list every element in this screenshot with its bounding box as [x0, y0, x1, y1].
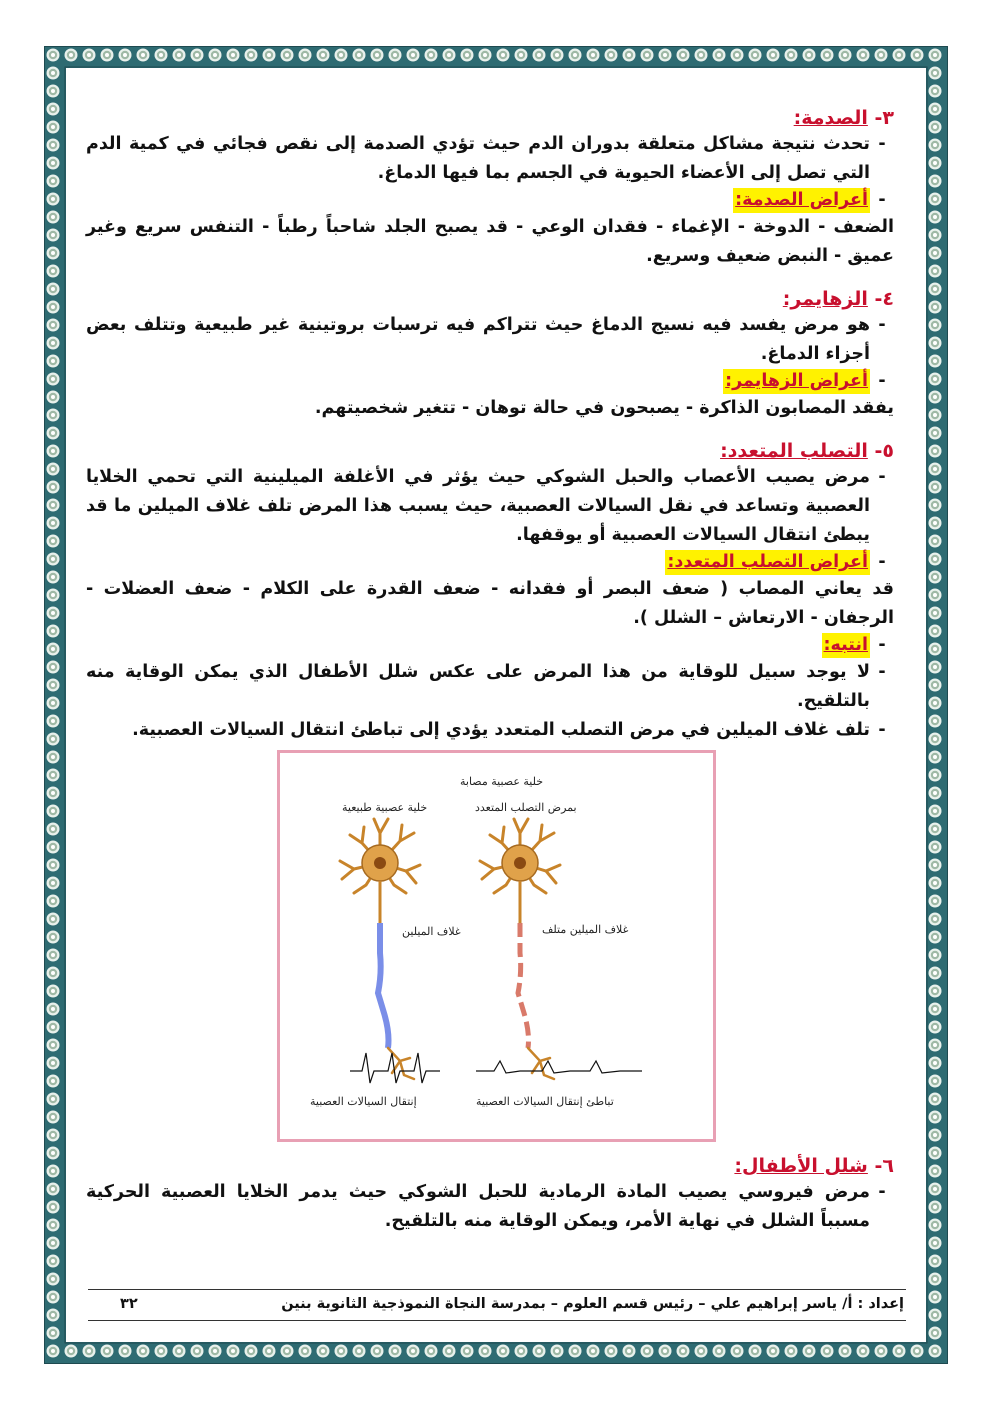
- affected-neuron: [480, 819, 560, 1079]
- myelin-label: غلاف الميلين: [402, 925, 461, 938]
- section-number: ٣-: [874, 107, 894, 129]
- affected-neuron-title: خلية عصبية مصابة: [460, 775, 544, 788]
- bullet: -: [878, 315, 886, 335]
- note-title: انتبه:: [822, 633, 870, 658]
- bullet: -: [878, 371, 886, 391]
- section-name: شلل الأطفال:: [734, 1155, 868, 1177]
- definition-text: مرض يصيب الأعصاب والحبل الشوكي حيث يؤثر في الأغلفة الميلينية التي تحمي الخلايا العصبية وتساعد في نقل السيالات العصبية، حيث يسبب هذا المرض تلف غلاف الميلين ما قد يبطئ انتقال السيالات العصبية أو يوقفها.: [86, 467, 870, 545]
- alzheimer-symptoms-text: يفقد المصابون الذاكرة - يصبحون في حالة توهان - تتغير شخصيتهم.: [314, 398, 894, 418]
- alzheimer-definition: [86, 311, 894, 369]
- bullet: -: [878, 134, 886, 154]
- section-title-alzheimer: [86, 287, 894, 311]
- bullet: -: [878, 720, 886, 740]
- section-title-ms: [86, 439, 894, 463]
- bullet: -: [878, 1182, 886, 1202]
- definition-text: تحدث نتيجة مشاكل متعلقة بدوران الدم حيث تؤدي الصدمة إلى نقص فجائي في كمية الدم التي تصل إلى الأعضاء الحيوية في الجسم بما فيها الدماغ.: [86, 134, 870, 183]
- definition-text: مرض فيروسي يصيب المادة الرمادية للحبل الشوكي حيث يدمر الخلايا العصبية الحركية مسبباً الشلل في نهاية الأمر، ويمكن الوقاية منه بالتلقيح.: [86, 1182, 870, 1231]
- normal-neuron-title: خلية عصبية طبيعية: [342, 801, 428, 814]
- footer-divider-bottom: [88, 1320, 906, 1321]
- bullet: -: [878, 467, 886, 487]
- normal-neuron: [340, 819, 420, 1079]
- shock-definition: [86, 130, 894, 188]
- note-text: لا يوجد سبيل للوقاية من هذا المرض على عكس شلل الأطفال الذي يمكن الوقاية منه بالتلقيح.: [86, 662, 870, 711]
- slow-signal-trace: [476, 1061, 642, 1073]
- bullet: -: [878, 662, 886, 682]
- neuron-illustration: [280, 753, 713, 1139]
- ms-definition: [86, 463, 894, 550]
- ms-note-item: [86, 658, 894, 716]
- conduction-label: إنتقال السيالات العصبية: [310, 1095, 417, 1108]
- bullet: -: [878, 190, 886, 210]
- symptoms-title: أعراض الصدمة:: [733, 188, 870, 213]
- polio-definition: [86, 1178, 894, 1236]
- shock-symptoms-heading: [86, 188, 894, 213]
- symptoms-title: أعراض الزهايمر:: [723, 369, 870, 394]
- section-number: ٦-: [874, 1155, 894, 1177]
- alzheimer-symptoms-heading: [86, 369, 894, 394]
- page-content: [86, 104, 894, 745]
- ms-symptoms-text: قد يعاني المصاب ( ضعف البصر أو فقدانه - ضعف القدرة على الكلام - ضعف العضلات - الرجفان - الارتعاش – الشلل ).: [86, 579, 894, 628]
- section-name: التصلب المتعدد:: [720, 440, 868, 462]
- section-number: ٤-: [874, 288, 894, 310]
- bullet: -: [878, 552, 886, 572]
- note-text: تلف غلاف الميلين في مرض التصلب المتعدد يؤدي إلى تباطئ انتقال السيالات العصبية.: [132, 720, 870, 740]
- section-name: الزهايمر:: [782, 288, 868, 310]
- definition-text: هو مرض يفسد فيه نسيج الدماغ حيث تتراكم فيه ترسبات بروتينية غير طبيعية وتتلف بعض أجزاء الدماغ.: [86, 315, 870, 364]
- ms-note-item: [86, 716, 894, 745]
- ms-note-heading: [86, 633, 894, 658]
- ms-symptoms-heading: [86, 550, 894, 575]
- section-title-shock: [86, 106, 894, 130]
- damaged-myelin-label: غلاف الميلين متلف: [542, 923, 629, 936]
- neuron-comparison-figure: [277, 750, 716, 1142]
- footer-credit: إعداد : أ/ ياسر إبراهيم علي – رئيس قسم العلوم – بمدرسة النجاة النموذجية الثانوية بنين: [281, 1296, 904, 1312]
- polio-section: [86, 1152, 894, 1236]
- section-number: ٥-: [874, 440, 894, 462]
- section-title-polio: [86, 1154, 894, 1178]
- section-name: الصدمة:: [793, 107, 868, 129]
- symptoms-title: أعراض التصلب المتعدد:: [665, 550, 870, 575]
- footer: [90, 1296, 904, 1312]
- footer-divider-top: [88, 1289, 906, 1290]
- page-number: ٣٢: [120, 1296, 138, 1312]
- shock-symptoms-text: الضعف - الدوخة - الإغماء - فقدان الوعي - قد يصبح الجلد شاحباً رطباً - التنفس سريع وغير عميق - النبض ضعيف وسريع.: [86, 217, 894, 266]
- affected-neuron-subtitle: بمرض التصلب المتعدد: [475, 801, 577, 814]
- slow-conduction-label: تباطئ إنتقال السيالات العصبية: [476, 1095, 614, 1108]
- bullet: -: [878, 635, 886, 655]
